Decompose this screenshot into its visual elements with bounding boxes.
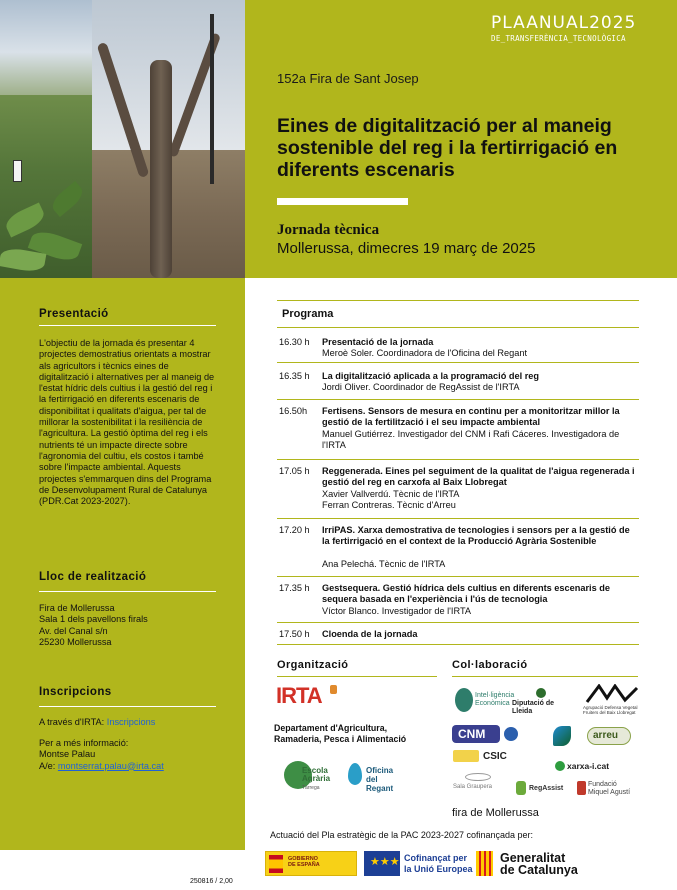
divider-bar: [277, 198, 408, 205]
escola-agraria-logo: Escola Agrària Tàrrega: [284, 761, 334, 791]
col-laboracio-heading: Col·laboració: [452, 659, 528, 671]
programme-item: 17.50 h Cloenda de la jornada: [277, 623, 639, 645]
inscripcions-heading: Inscripcions: [39, 686, 112, 698]
ambit-logo: [535, 726, 575, 752]
organitzacio-divider: [277, 676, 437, 677]
col-laboracio-divider: [452, 676, 638, 677]
diputacio-lleida-logo: Diputació de Lleida: [512, 688, 572, 714]
presentacio-text: L'objectiu de la jornada és presentar 4 projectes demostratius orientats a mostrar als agricultors i tècnics eines de digitalització i alternatives per al maneig de l'estat hídric dels cultius i la gestió del reg i la fertirrigació en diferents escenaris de disponibilitat i qualitats d'aigua, per tal de millorar la sostenibilitat i la resiliència de l'agricultura. La gestió òptima del reg i els nutrients té un impacte directe sobre l'agronomia del cultiu, els costos i també sobre l'impacte ambiental. Aquests projectes s'emmarquen dins del Programa de Desenvolupament Rural de Catalunya (PDR.Cat 2023-2027).: [39, 338, 215, 507]
regassist-logo: RegAssist: [516, 781, 566, 797]
event-name: 152a Fira de Sant Josep: [277, 71, 419, 86]
xarxa-i-logo: xarxa-i.cat: [555, 760, 615, 774]
event-type: Jornada tècnica: [277, 222, 380, 238]
csic-logo: CSIC: [453, 750, 523, 764]
generalitat-flag-icon: [476, 851, 493, 876]
sidebar-divider: [39, 706, 216, 707]
programme-item: 16.35 h La digitalització aplicada a la programació del reg Jordi Oliver. Coordinador de RegAssist de l'IRTA: [277, 363, 639, 400]
sala-graupera-logo: Sala Graupera: [453, 773, 503, 799]
irta-logo: IRTA: [276, 683, 336, 711]
inscripcions-link[interactable]: Inscripcions: [106, 717, 156, 727]
department-logo: Departament d'Agricultura, Ramaderia, Pesca i Alimentació: [274, 723, 407, 744]
plan-anual-logo: PLAANUAL2025 DE_TRANSFERÈNCIA_TECNOLÒGICA: [491, 13, 637, 43]
programme-header: Programa: [277, 300, 639, 328]
ministerio-logo: GOBIERNO DE ESPAÑA: [265, 851, 357, 876]
pac-text: Actuació del Pla estratègic de la PAC 2023-2027 cofinançada per:: [270, 830, 533, 840]
programme-item: 16.30 h Presentació de la jornada Meroè Soler. Coordinadora de l'Oficina del Regant: [277, 331, 639, 363]
email-link[interactable]: montserrat.palau@irta.cat: [57, 760, 164, 771]
document-code: 250816 / 2,00: [190, 878, 233, 885]
cnm-logo: CNM: [452, 725, 520, 749]
title-panel: [245, 0, 677, 278]
generalitat-logo: Generalitat de Catalunya: [500, 851, 578, 877]
sidebar: [0, 278, 245, 850]
oficina-regant-logo: Oficina del Regant: [346, 760, 406, 792]
intel-economica-logo: Intel·ligència Econòmica: [455, 688, 510, 714]
fundacio-miquel-agusti-logo: Fundació Miquel Agustí: [577, 779, 635, 799]
fira-mollerussa-logo: fira de Mollerussa: [452, 807, 539, 819]
programme-item: 17.20 h IrriPAS. Xarxa demostrativa de tecnologies i sensors per a la gestió de la fertirrigació en el context de la Producció Agrària Sostenible Ana Pelechá. Tècnic de l'IRTA: [277, 519, 639, 577]
lloc-heading: Lloc de realització: [39, 571, 147, 583]
event-date: Mollerussa, dimecres 19 març de 2025: [277, 240, 536, 257]
organitzacio-heading: Organització: [277, 659, 349, 671]
lloc-address: Fira de Mollerussa Sala 1 dels pavellons firals Av. del Canal s/n 25230 Mollerussa: [39, 603, 148, 647]
header: [0, 0, 677, 278]
header-photo: [0, 0, 245, 278]
sidebar-divider: [39, 325, 216, 326]
eu-cofunding-text: Cofinançat per la Unió Europea: [404, 853, 473, 874]
page-title: Eines de digitalització per al maneig sostenible del reg i la fertirrigació en diferents escenaris: [277, 115, 618, 181]
eu-flag-icon: ★★★: [364, 851, 400, 876]
more-info: Per a més informació: Montse Palau A/e: montserrat.palau@irta.cat: [39, 738, 164, 771]
presentacio-heading: Presentació: [39, 308, 109, 320]
adv-baix-llobregat-logo: Agrupació Defensa Vegetal Fruiters del Baix Llobregat: [583, 684, 641, 716]
programme-item: 16.50h Fertisens. Sensors de mesura en continu per a monitoritzar millor la gestió de la fertilització i el seu impacte ambiental Manuel Gutiérrez. Investigador del CNM i Rafi Cáceres. Investigadora de l'IRTA: [277, 400, 639, 460]
programme-item: 17.35 h Gestsequera. Gestió hídrica dels cultius en diferents escenaris de sequera basada en l'experiència i l'ús de tecnologia Víctor Blanco. Investigador de l'IRTA: [277, 577, 639, 623]
programme-item: 17.05 h Reggenerada. Eines pel seguiment de la qualitat de l'aigua regenerada i gestió del reg en carxofa al Baix Llobregat Xavier Vallverdú. Tècnic de l'IRTA Ferran Contreras. Tècnic d'Arreu: [277, 460, 639, 519]
arreu-logo: arreu: [587, 727, 631, 747]
inscripcions-line: A través d'IRTA: Inscripcions: [39, 717, 156, 727]
sidebar-divider: [39, 591, 216, 592]
